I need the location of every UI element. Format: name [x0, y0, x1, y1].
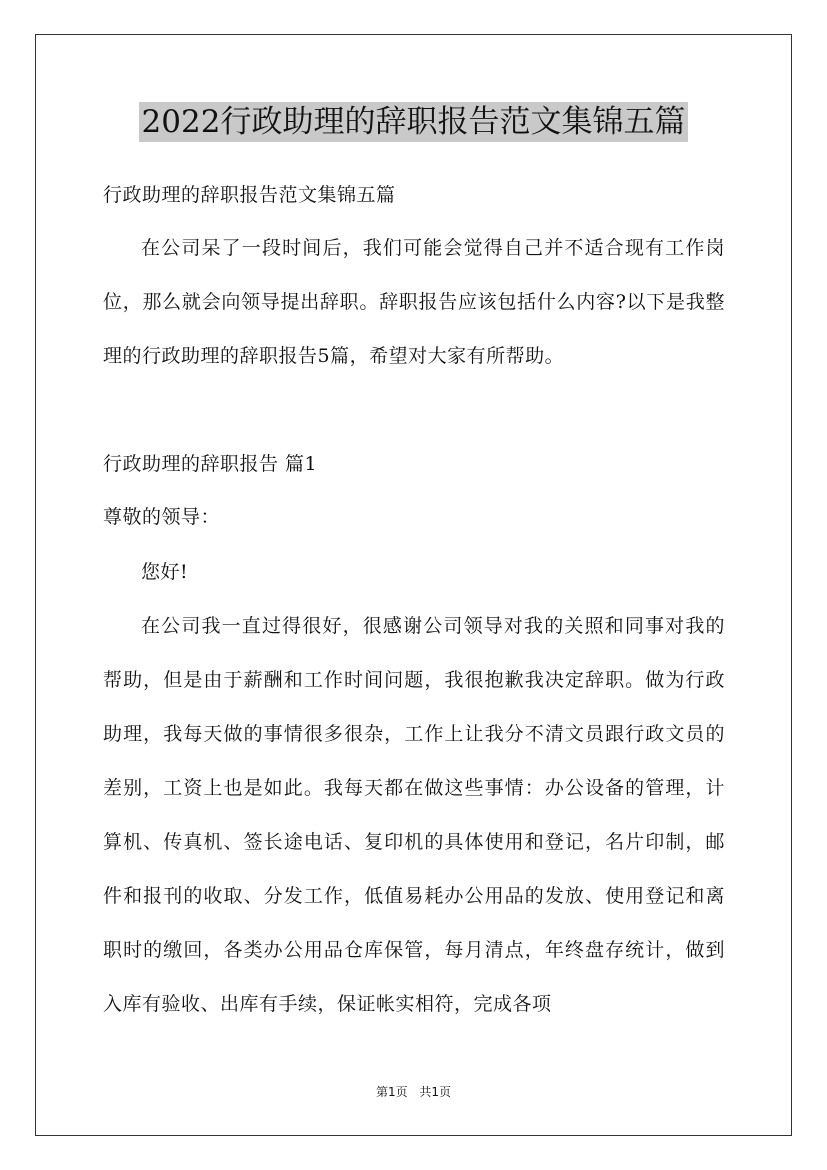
- salutation: 尊敬的领导：: [103, 506, 221, 528]
- page-number-total: 共1页: [419, 1085, 452, 1099]
- page-number-current: 第1页: [375, 1085, 408, 1099]
- document-subtitle: 行政助理的辞职报告范文集锦五篇: [103, 184, 396, 206]
- greeting: 您好!: [141, 561, 189, 583]
- page-footer: [0, 1083, 827, 1100]
- section-heading: 行政助理的辞职报告 篇1: [103, 453, 318, 475]
- body-paragraph: 在公司我一直过得很好，很感谢公司领导对我的关照和同事对我的帮助，但是由于薪酬和工作时间问题，我很抱歉我决定辞职。做为行政助理，我每天做的事情很多很杂，工作上让我分不清文员跟行政文员的差别，工资上也是如此。我每天都在做这些事情：办公设备的管理，计算机、传真机、签长途电话、复印机的具体使用和登记，名片印制，邮件和报刊的收取、分发工作，低值易耗办公用品的发放、使用登记和离职时的缴回，各类办公用品仓库保管，每月清点，年终盘存统计，做到入库有验收、出库有手续，保证帐实相符，完成各项: [103, 615, 725, 1015]
- intro-paragraph: 在公司呆了一段时间后，我们可能会觉得自己并不适合现有工作岗位，那么就会向领导提出辞职。辞职报告应该包括什么内容?以下是我整理的行政助理的辞职报告5篇，希望对大家有所帮助。: [103, 237, 725, 367]
- title-container: [0, 102, 827, 142]
- document-title: 2022行政助理的辞职报告范文集锦五篇: [139, 102, 689, 142]
